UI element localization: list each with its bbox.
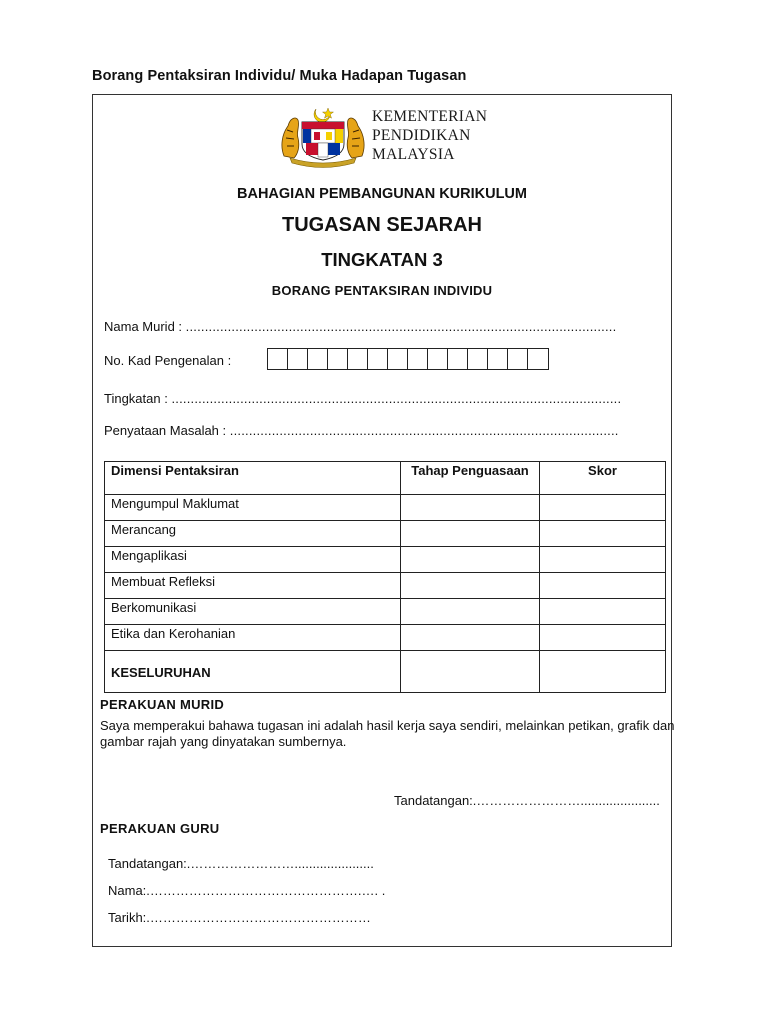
- mastery-cell[interactable]: [401, 547, 540, 573]
- score-cell[interactable]: [540, 521, 666, 547]
- score-cell[interactable]: [540, 599, 666, 625]
- mastery-cell[interactable]: [401, 625, 540, 651]
- student-name-field[interactable]: [104, 319, 616, 334]
- table-row: [105, 625, 666, 651]
- ministry-logo-line-2: PENDIDIKAN: [372, 127, 471, 144]
- student-declaration-text: Saya memperakui bahawa tugasan ini adalah hasil kerja saya sendiri, melainkan petikan, grafik dan gambar rajah yang dinyatakan sumbernya.: [100, 718, 675, 749]
- ic-digit-box[interactable]: [468, 349, 488, 369]
- teacher-name-line[interactable]: Nama:.………………………………………….…. .: [108, 883, 386, 898]
- page-header: Borang Pentaksiran Individu/ Muka Hadapan Tugasan: [92, 68, 467, 84]
- ic-digit-box[interactable]: [448, 349, 468, 369]
- problem-statement-line[interactable]: ......................................................................................................: [229, 423, 619, 438]
- ic-digit-box[interactable]: [428, 349, 448, 369]
- ic-digit-box[interactable]: [408, 349, 428, 369]
- score-cell[interactable]: [540, 625, 666, 651]
- ic-digit-box[interactable]: [528, 349, 548, 369]
- student-name-label: Nama Murid :: [104, 319, 183, 334]
- table-row: [105, 573, 666, 599]
- total-row: [105, 651, 666, 693]
- ic-digit-box[interactable]: [268, 349, 288, 369]
- total-mastery-cell[interactable]: [401, 651, 540, 693]
- table-row: [105, 521, 666, 547]
- ministry-logo-line-3: MALAYSIA: [372, 146, 455, 163]
- dimension-cell: Etika dan Kerohanian: [105, 625, 401, 651]
- header-score: Skor: [540, 462, 666, 495]
- teacher-signature-line[interactable]: Tandatangan:.……………………......................: [108, 856, 374, 871]
- form-name: BORANG PENTAKSIRAN INDIVIDU: [271, 283, 493, 298]
- problem-statement-field[interactable]: [104, 423, 619, 438]
- dimension-cell: Mengaplikasi: [105, 547, 401, 573]
- coat-of-arms-icon: [278, 106, 368, 168]
- ic-digit-box[interactable]: [488, 349, 508, 369]
- student-declaration-title: PERAKUAN MURID: [100, 697, 225, 712]
- mastery-cell[interactable]: [401, 495, 540, 521]
- teacher-declaration-title: PERAKUAN GURU: [100, 821, 220, 836]
- department-name: BAHAGIAN PEMBANGUNAN KURIKULUM: [237, 186, 527, 202]
- header-mastery: Tahap Penguasaan: [401, 462, 540, 495]
- table-row: [105, 495, 666, 521]
- class-label: Tingkatan :: [104, 391, 168, 406]
- ic-digit-box[interactable]: [288, 349, 308, 369]
- ic-digit-box[interactable]: [368, 349, 388, 369]
- form-level: TINGKATAN 3: [321, 249, 443, 270]
- header-dimension: Dimensi Pentaksiran: [105, 462, 401, 495]
- ic-digit-box[interactable]: [328, 349, 348, 369]
- assessment-table: [104, 461, 666, 693]
- score-cell[interactable]: [540, 573, 666, 599]
- dimension-cell: Mengumpul Maklumat: [105, 495, 401, 521]
- total-label: KESELURUHAN: [105, 651, 401, 693]
- ic-number-boxes[interactable]: [267, 348, 549, 370]
- total-score-cell[interactable]: [540, 651, 666, 693]
- mastery-cell[interactable]: [401, 573, 540, 599]
- student-signature-line[interactable]: Tandatangan:.……………………......................: [394, 793, 660, 808]
- table-row: [105, 547, 666, 573]
- ic-number-label: No. Kad Pengenalan :: [104, 353, 232, 368]
- mastery-cell[interactable]: [401, 521, 540, 547]
- ministry-logo-line-1: KEMENTERIAN: [372, 108, 488, 125]
- class-field[interactable]: [104, 391, 621, 406]
- dimension-cell: Merancang: [105, 521, 401, 547]
- student-name-line[interactable]: .................................................................................................................: [185, 319, 617, 334]
- class-line[interactable]: ......................................................................................................................: [171, 391, 622, 406]
- score-cell[interactable]: [540, 547, 666, 573]
- dimension-cell: Berkomunikasi: [105, 599, 401, 625]
- score-cell[interactable]: [540, 495, 666, 521]
- ic-digit-box[interactable]: [508, 349, 528, 369]
- ic-digit-box[interactable]: [308, 349, 328, 369]
- table-row: [105, 599, 666, 625]
- ministry-logo: [278, 106, 498, 168]
- mastery-cell[interactable]: [401, 599, 540, 625]
- teacher-date-line[interactable]: Tarikh:.……………………………………………: [108, 910, 371, 925]
- ic-digit-box[interactable]: [388, 349, 408, 369]
- ic-digit-box[interactable]: [348, 349, 368, 369]
- problem-statement-label: Penyataan Masalah :: [104, 423, 227, 438]
- assignment-title: TUGASAN SEJARAH: [281, 214, 483, 236]
- dimension-cell: Membuat Refleksi: [105, 573, 401, 599]
